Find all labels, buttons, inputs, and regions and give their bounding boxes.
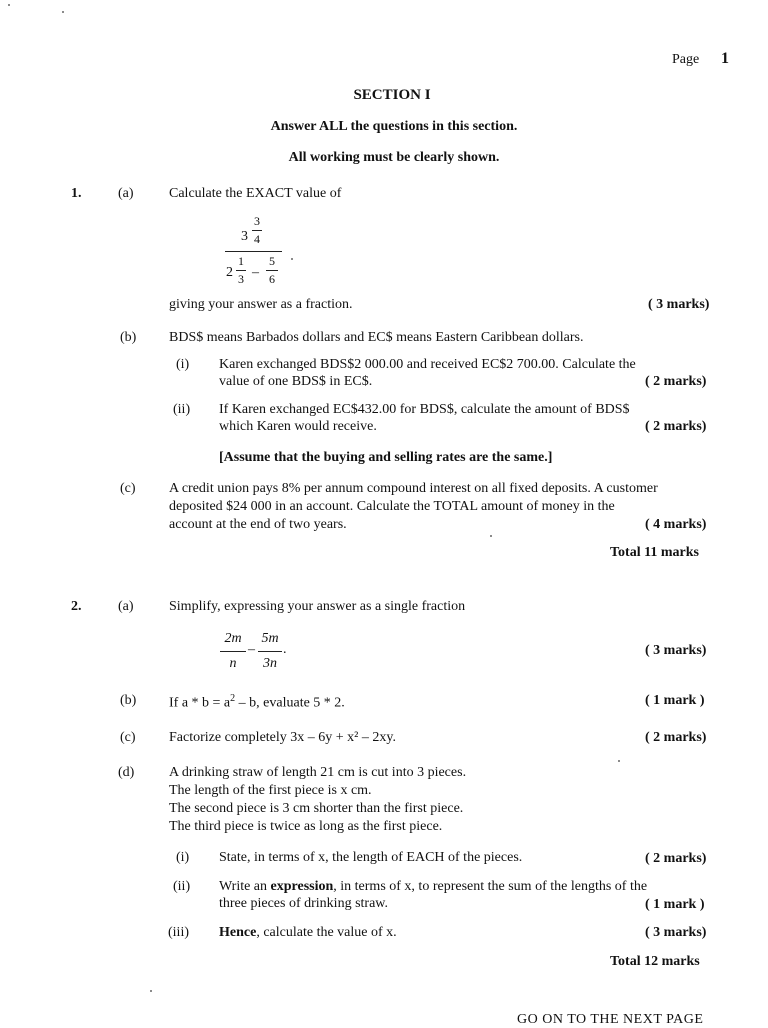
page-label: Page bbox=[672, 52, 700, 67]
q2a-text: Simplify, expressing your answer as a single fraction bbox=[169, 599, 466, 614]
q1b-i-marks: ( 2 marks) bbox=[645, 374, 707, 389]
q1a-den-fraction-1-bar bbox=[236, 270, 246, 271]
q2b-text bbox=[169, 693, 345, 712]
q2d-ii-line1-post: , in terms of x, to represent the sum of the lengths of the bbox=[333, 879, 648, 894]
q2d-i-marks: ( 2 marks) bbox=[645, 851, 707, 866]
q2a-fraction-1 bbox=[220, 630, 246, 673]
q1b-i-line2: value of one BDS$ in EC$. bbox=[219, 374, 373, 389]
q2a-fraction-1-numerator: 2m bbox=[224, 631, 242, 646]
q2d-ii-marks: ( 1 mark ) bbox=[645, 897, 705, 912]
q2a-minus: – bbox=[248, 642, 255, 657]
question-2-number: 2. bbox=[71, 599, 82, 614]
q1c-label: (c) bbox=[120, 481, 136, 496]
q1a-marks: ( 3 marks) bbox=[648, 297, 710, 312]
q2d-iii-rest: , calculate the value of x. bbox=[256, 925, 397, 940]
q2d-line4: The third piece is twice as long as the first piece. bbox=[169, 819, 443, 834]
q2a-marks: ( 3 marks) bbox=[645, 643, 707, 658]
q2d-ii-line1 bbox=[219, 879, 647, 895]
page-number: 1 bbox=[721, 50, 729, 67]
q1a-after-text: giving your answer as a fraction. bbox=[169, 297, 353, 312]
q2d-i-label: (i) bbox=[176, 850, 190, 865]
q2c-text: Factorize completely 3x – 6y + x² – 2xy. bbox=[169, 730, 396, 745]
q1a-den-whole: 2 bbox=[226, 265, 233, 280]
q2d-iii-text bbox=[219, 925, 397, 941]
q1a-den-fraction-2-numerator: 5 bbox=[269, 254, 275, 268]
q1a-label: (a) bbox=[118, 186, 134, 201]
q2d-ii-line2: three pieces of drinking straw. bbox=[219, 896, 388, 911]
scan-speck bbox=[490, 535, 492, 537]
q1b-label: (b) bbox=[120, 330, 137, 345]
scan-speck bbox=[62, 11, 64, 13]
q1a-den-fraction-2-bar bbox=[266, 270, 278, 271]
q1a-num-fraction-numerator: 3 bbox=[254, 214, 260, 228]
q2d-line3: The second piece is 3 cm shorter than the first piece. bbox=[169, 801, 464, 816]
q2b-text-pre: If a * b = a bbox=[169, 695, 231, 711]
q2d-iii-bold: Hence bbox=[219, 925, 257, 940]
q2-total: Total 12 marks bbox=[610, 954, 700, 969]
q2d-iii-marks: ( 3 marks) bbox=[645, 925, 707, 940]
q1a-num-whole: 3 bbox=[241, 229, 248, 244]
q2a-fraction-1-bar bbox=[220, 651, 246, 652]
q2c-label: (c) bbox=[120, 730, 136, 745]
q2d-line1: A drinking straw of length 21 cm is cut into 3 pieces. bbox=[169, 765, 467, 780]
q1b-ii-line1: If Karen exchanged EC$432.00 for BDS$, calculate the amount of BDS$ bbox=[219, 402, 630, 417]
q1a-den-fraction-1-numerator: 1 bbox=[238, 254, 244, 268]
q2d-ii-line1-pre: Write an bbox=[219, 879, 271, 894]
q1a-text: Calculate the EXACT value of bbox=[169, 186, 342, 201]
q1a-den-fraction-1 bbox=[236, 254, 246, 287]
q2b-text-post: – b, evaluate 5 * 2. bbox=[235, 695, 345, 711]
q1a-den-minus: – bbox=[252, 265, 259, 280]
q2b-marks: ( 1 mark ) bbox=[645, 693, 705, 708]
q1c-line3: account at the end of two years. bbox=[169, 517, 347, 532]
q2a-fraction-2-numerator: 5m bbox=[261, 631, 279, 646]
q1b-ii-label: (ii) bbox=[173, 402, 191, 417]
q1b-i-line1: Karen exchanged BDS$2 000.00 and received EC$2 700.00. Calculate the bbox=[219, 357, 636, 372]
q2d-iii-label: (iii) bbox=[168, 925, 189, 940]
q1a-num-fraction bbox=[252, 214, 262, 247]
q2a-fraction-1-denominator: n bbox=[229, 656, 237, 671]
q1a-expression bbox=[222, 214, 292, 294]
q1a-den-fraction-2 bbox=[266, 254, 278, 287]
q1b-note: [Assume that the buying and selling rates are the same.] bbox=[219, 450, 553, 465]
q2d-ii-line1-bold: expression bbox=[270, 879, 334, 894]
q2a-expression bbox=[220, 630, 290, 674]
q2a-dot: . bbox=[283, 642, 287, 657]
scan-speck bbox=[291, 258, 293, 260]
instruction-answer-all: Answer ALL the questions in this section. bbox=[270, 119, 518, 134]
q1c-line1: A credit union pays 8% per annum compound interest on all fixed deposits. A customer bbox=[169, 481, 658, 496]
q2d-i-text: State, in terms of x, the length of EACH of the pieces. bbox=[219, 850, 523, 865]
section-title: SECTION I bbox=[353, 87, 431, 103]
q1c-line2: deposited $24 000 in an account. Calculate the TOTAL amount of money in the bbox=[169, 499, 615, 514]
q2d-line2: The length of the first piece is x cm. bbox=[169, 783, 372, 798]
q2b-superscript: 2 bbox=[230, 693, 236, 704]
q2a-fraction-2-bar bbox=[258, 651, 282, 652]
scan-speck bbox=[150, 990, 152, 992]
q1b-ii-line2: which Karen would receive. bbox=[219, 419, 377, 434]
q2b-label: (b) bbox=[120, 693, 137, 708]
q2c-marks: ( 2 marks) bbox=[645, 730, 707, 745]
q2d-label: (d) bbox=[118, 765, 135, 780]
instruction-working: All working must be clearly shown. bbox=[288, 150, 500, 165]
scan-speck bbox=[618, 760, 620, 762]
q1b-text: BDS$ means Barbados dollars and EC$ means Eastern Caribbean dollars. bbox=[169, 330, 584, 345]
question-1-number: 1. bbox=[71, 186, 82, 201]
q1a-den-fraction-2-denominator: 6 bbox=[269, 272, 275, 286]
q2a-fraction-2-denominator: 3n bbox=[263, 656, 277, 671]
q1b-i-label: (i) bbox=[176, 357, 190, 372]
scan-speck bbox=[8, 4, 10, 6]
q1a-num-fraction-denominator: 4 bbox=[254, 232, 260, 246]
next-page-footer: GO ON TO THE NEXT PAGE bbox=[517, 1012, 704, 1027]
q1a-num-fraction-bar bbox=[252, 230, 262, 231]
q1b-ii-marks: ( 2 marks) bbox=[645, 419, 707, 434]
q1c-marks: ( 4 marks) bbox=[645, 517, 707, 532]
q2a-fraction-2 bbox=[258, 630, 282, 673]
q2a-label: (a) bbox=[118, 599, 134, 614]
q1a-den-fraction-1-denominator: 3 bbox=[238, 272, 244, 286]
q1-total: Total 11 marks bbox=[610, 545, 699, 560]
q1a-main-fraction-bar bbox=[225, 251, 282, 252]
q2d-ii-label: (ii) bbox=[173, 879, 191, 894]
